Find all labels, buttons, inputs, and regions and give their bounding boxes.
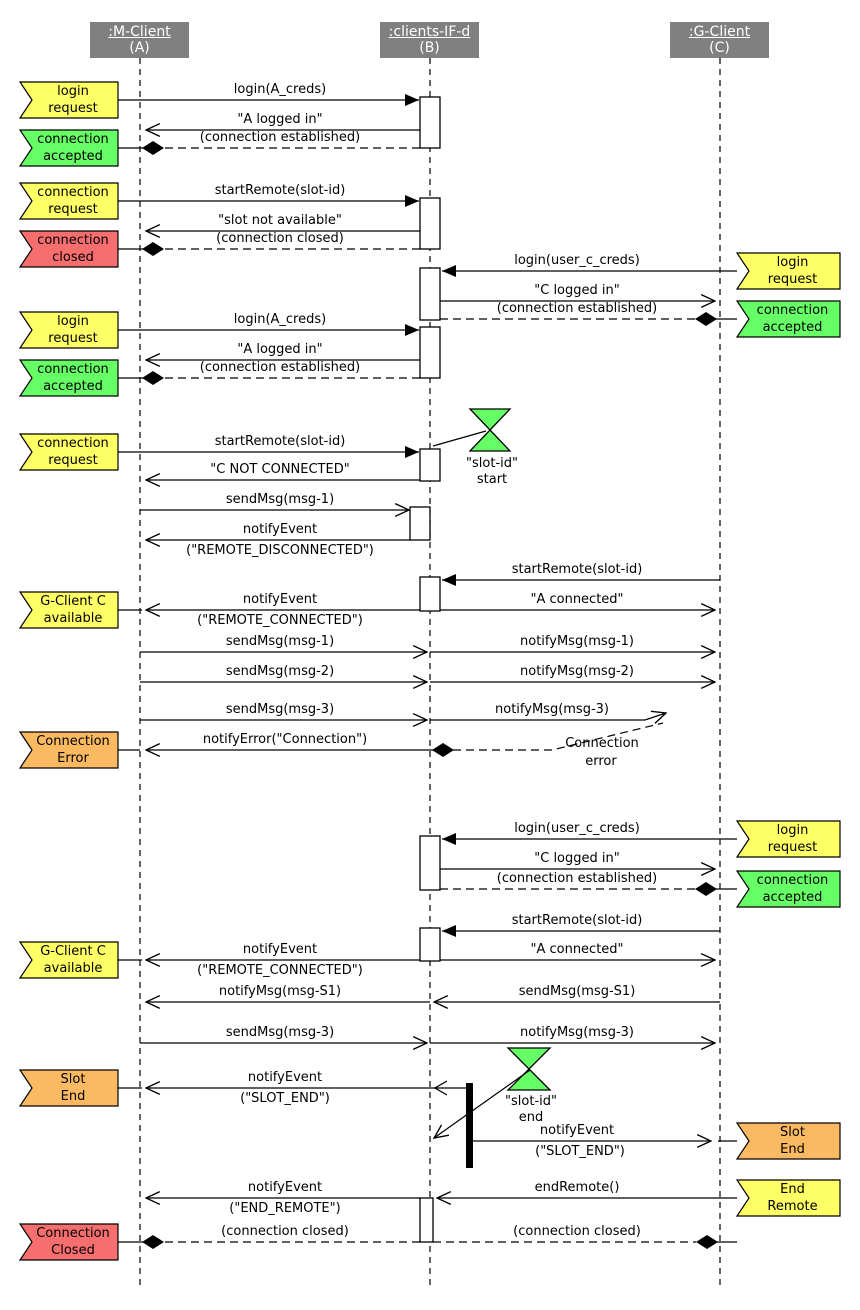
flag-line: login: [776, 255, 809, 270]
flag-label: [20, 942, 118, 977]
flag-line: End: [780, 1182, 805, 1197]
status-diamond: [695, 882, 717, 896]
flag-line: Remote: [767, 1199, 818, 1214]
flag-line: request: [767, 840, 818, 855]
status-diamond: [142, 141, 164, 155]
activation-bar: [420, 327, 440, 378]
flag-line: available: [43, 611, 103, 626]
flag-label: [20, 1070, 118, 1105]
flag-line: connection: [37, 132, 109, 147]
flag-line: connection: [37, 233, 109, 248]
flag-line: Connection: [36, 734, 110, 749]
message-label: notifyMsg(msg-S1): [218, 984, 342, 999]
status-diamond: [696, 1235, 718, 1249]
flag-line: login: [57, 84, 89, 99]
message-label: "slot not available": [218, 213, 342, 228]
message-label: notifyEvent: [242, 942, 318, 957]
message-label: notifyMsg(msg-1): [520, 634, 634, 649]
message-label: notifyError("Connection"): [202, 732, 368, 747]
flag-line: request: [48, 101, 98, 116]
message-label: notifyEvent: [247, 1180, 323, 1195]
hourglass-icon-slot-start: [470, 409, 510, 451]
flag-line: Connection: [36, 1226, 110, 1241]
message-label: startRemote(slot-id): [214, 183, 346, 198]
flag-label: [20, 183, 118, 218]
message-label: "A logged in": [237, 112, 323, 127]
note-start: start: [476, 472, 508, 487]
flag-label: [20, 312, 118, 347]
status-diamond: [142, 1235, 164, 1249]
status-diamond: [142, 371, 164, 385]
activation-bar: [410, 507, 430, 540]
message-label: notifyMsg(msg-3): [520, 1025, 634, 1040]
actor-name: :clients-IF-d: [388, 24, 471, 40]
flag-line: Slot: [60, 1072, 86, 1087]
message-label: notifyEvent: [242, 522, 318, 537]
activation-bar: [420, 836, 440, 890]
status-diamond: [432, 743, 454, 757]
message-label: sendMsg(msg-1): [225, 634, 335, 649]
message-label: ("SLOT_END"): [535, 1144, 625, 1159]
flag-line: connection: [756, 303, 829, 318]
flag-line: request: [48, 453, 98, 468]
activation-bars: [410, 97, 440, 1242]
message-label: ("REMOTE_CONNECTED"): [197, 963, 363, 978]
flag-label: [20, 1224, 118, 1259]
coregion-bar: [466, 1083, 473, 1168]
actor-header-g-client: [670, 22, 769, 58]
flag-label: [737, 301, 840, 336]
flag-line: End: [780, 1142, 805, 1157]
flag-line: G-Client C: [40, 594, 106, 609]
flag-line: request: [48, 202, 98, 217]
message-label: notifyEvent: [242, 592, 318, 607]
actor-instance: (C): [709, 40, 730, 56]
flag-label: [737, 1180, 840, 1215]
note-slot-id-end: "slot-id": [505, 1094, 557, 1109]
flag-line: connection: [37, 436, 109, 451]
flag-line: closed: [52, 250, 94, 265]
message-label: notifyEvent: [247, 1070, 323, 1085]
message-label: (connection established): [199, 130, 361, 145]
message-label: login(A_creds): [233, 312, 327, 327]
actor-name: :G-Client: [688, 24, 751, 40]
activation-bar: [420, 198, 440, 249]
flag-label: [737, 871, 840, 906]
flag-line: connection: [756, 873, 829, 888]
message-label: "A connected": [530, 592, 624, 607]
message-label: "C logged in": [534, 283, 620, 298]
message-label: "C NOT CONNECTED": [210, 462, 350, 477]
flag-line: request: [767, 272, 818, 287]
message-label: startRemote(slot-id): [511, 913, 643, 928]
message-label: sendMsg(msg-1): [225, 492, 335, 507]
flag-line: accepted: [762, 320, 823, 335]
status-diamond: [695, 312, 717, 326]
status-diamond: [142, 242, 164, 256]
message-label: ("REMOTE_DISCONNECTED"): [186, 543, 374, 558]
note-connection: Connection: [565, 736, 639, 751]
activation-bar: [420, 577, 440, 611]
actor-header-clients-if-d: [380, 22, 479, 58]
activation-bar: [420, 1198, 433, 1242]
actor-instance: (B): [419, 40, 440, 56]
note-error: error: [585, 754, 617, 769]
message-label: sendMsg(msg-3): [225, 1025, 335, 1040]
flag-line: accepted: [43, 379, 103, 394]
message-label: endRemote(): [534, 1180, 620, 1195]
message-label: login(user_c_creds): [514, 821, 640, 836]
flag-line: login: [776, 823, 809, 838]
message-label: ("REMOTE_CONNECTED"): [197, 613, 363, 628]
message-label: notifyMsg(msg-2): [520, 664, 634, 679]
activation-bar: [420, 268, 440, 320]
message-label: sendMsg(msg-S1): [518, 984, 636, 999]
flag-label: [20, 592, 118, 627]
message-label: "C logged in": [534, 851, 620, 866]
message-label: startRemote(slot-id): [511, 562, 643, 577]
message-label: ("END_REMOTE"): [229, 1201, 341, 1216]
actor-header-m-client: [90, 22, 189, 58]
flag-line: End: [60, 1089, 86, 1104]
flag-line: login: [57, 314, 89, 329]
message-label: (connection closed): [221, 1224, 349, 1239]
message-label: (connection closed): [513, 1224, 641, 1239]
flag-line: connection: [37, 362, 109, 377]
flag-line: accepted: [762, 890, 823, 905]
hourglass-icon-slot-end: [508, 1048, 550, 1090]
activation-bar: [420, 928, 440, 961]
message-label: (connection established): [496, 301, 658, 316]
flag-label: [737, 821, 840, 856]
flag-label: [20, 360, 118, 395]
message-label: ("SLOT_END"): [240, 1091, 330, 1106]
message-label: login(A_creds): [233, 82, 327, 97]
activation-bar: [420, 449, 440, 481]
message-label: startRemote(slot-id): [214, 434, 346, 449]
flag-line: G-Client C: [40, 944, 106, 959]
message-label: sendMsg(msg-2): [225, 664, 335, 679]
activation-bar: [420, 97, 440, 148]
flag-line: connection: [37, 185, 109, 200]
actor-instance: (A): [129, 40, 150, 56]
message-label: (connection closed): [216, 231, 344, 246]
message-label: login(user_c_creds): [514, 253, 640, 268]
flag-line: Slot: [780, 1125, 805, 1140]
flag-label: [20, 82, 118, 117]
message-label: "A logged in": [237, 342, 323, 357]
flag-line: request: [48, 331, 98, 346]
actor-name: :M-Client: [108, 24, 171, 40]
flag-line: available: [43, 961, 103, 976]
flag-label: [20, 231, 118, 266]
flag-label: [20, 130, 118, 165]
note-end: end: [518, 1110, 544, 1125]
flag-label: [20, 434, 118, 469]
message-label: notifyEvent: [539, 1123, 615, 1138]
message-label: (connection established): [199, 360, 361, 375]
flag-label: [737, 253, 840, 288]
flag-line: accepted: [43, 149, 103, 164]
message-label: "A connected": [530, 942, 624, 957]
flag-line: Closed: [51, 1243, 95, 1258]
message-label: notifyMsg(msg-3): [495, 702, 609, 717]
note-slot-id-start: "slot-id": [466, 456, 518, 471]
flag-label: [20, 732, 118, 767]
message-label: sendMsg(msg-3): [225, 702, 335, 717]
flag-label: [737, 1123, 840, 1158]
flag-line: Error: [57, 751, 89, 766]
message-label: (connection established): [496, 871, 658, 886]
